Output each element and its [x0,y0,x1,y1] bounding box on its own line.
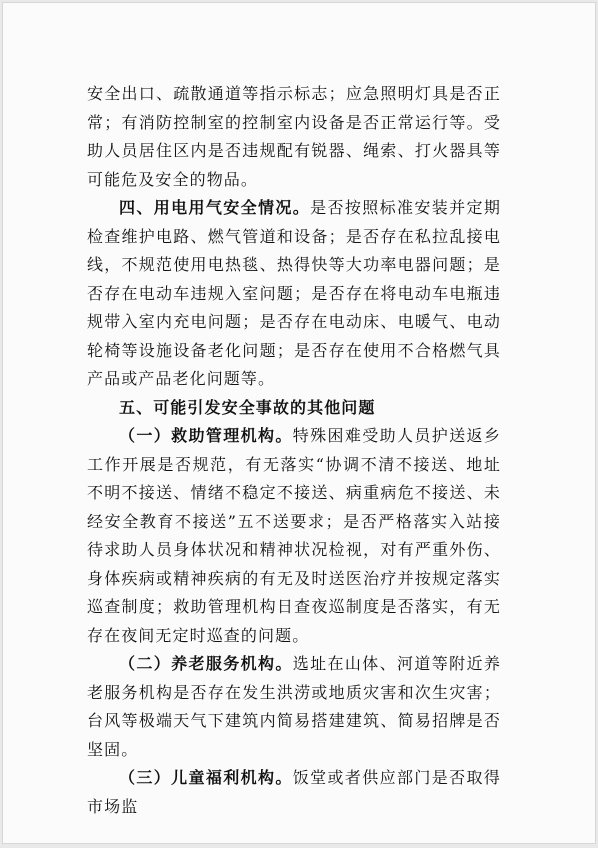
paragraph-child-welfare [87,764,501,821]
paragraph-text: 是否按照标准安装并定期检查维护电路、燃气管道和设备；是否存在私拉乱接电线，不规范使用电热毯、热得快等大功率电器问题；是否存在电动车违规入室问题；是否存在将电动车电瓶违规带入室内充电问题；是否存在电动床、电暖气、电动轮椅等设施设备老化问题；是否存在使用不合格燃气具产品或产品老化问题等。 [87,198,501,388]
paragraph-rescue-management [87,422,501,650]
paragraph-electricity-gas-safety [87,194,501,394]
paragraph-text: 安全出口、疏散通道等指示标志；应急照明灯具是否正常；有消防控制室的控制室内设备是否正常运行等。受助人员居住区内是否违规配有锐器、绳索、打火器具等可能危及安全的物品。 [87,84,501,189]
paragraph-fire-safety-continued [87,80,501,194]
paragraph-text: 特殊困难受助人员护送返乡工作开展是否规范，有无落实“协调不清不接送、地址不明不接送、情绪不稳定不接送、病重病危不接送、未经安全教育不接送”五不送要求；是否严格落实入站接待求助人员身体状况和精神状况检视，对有严重外伤、身体疾病或精神疾病的有无及时送医治疗并按规定落实巡查制度；救助管理机构日查夜巡制度是否落实，有无存在夜间无定时巡查的问题。 [87,426,501,645]
document-body [87,80,501,821]
document-page [2,2,596,844]
paragraph-lead-heading: （三）儿童福利机构。 [119,768,293,787]
paragraph-text: 选址在山体、河道等附近养老服务机构是否存在发生洪涝或地质灾害和次生灾害；台风等极端天气下建筑内简易搭建建筑、简易招牌是否坚固。 [87,654,501,759]
paragraph-lead-heading: （二）养老服务机构。 [119,654,293,673]
paragraph-lead-heading: 四、用电用气安全情况。 [119,198,311,217]
paragraph-text: 饭堂或者供应部门是否取得市场监 [87,768,501,816]
paragraph-lead-heading: （一）救助管理机构。 [119,426,293,445]
section-heading-other-issues: 五、可能引发安全事故的其他问题 [119,397,376,417]
paragraph-elderly-care [87,650,501,764]
